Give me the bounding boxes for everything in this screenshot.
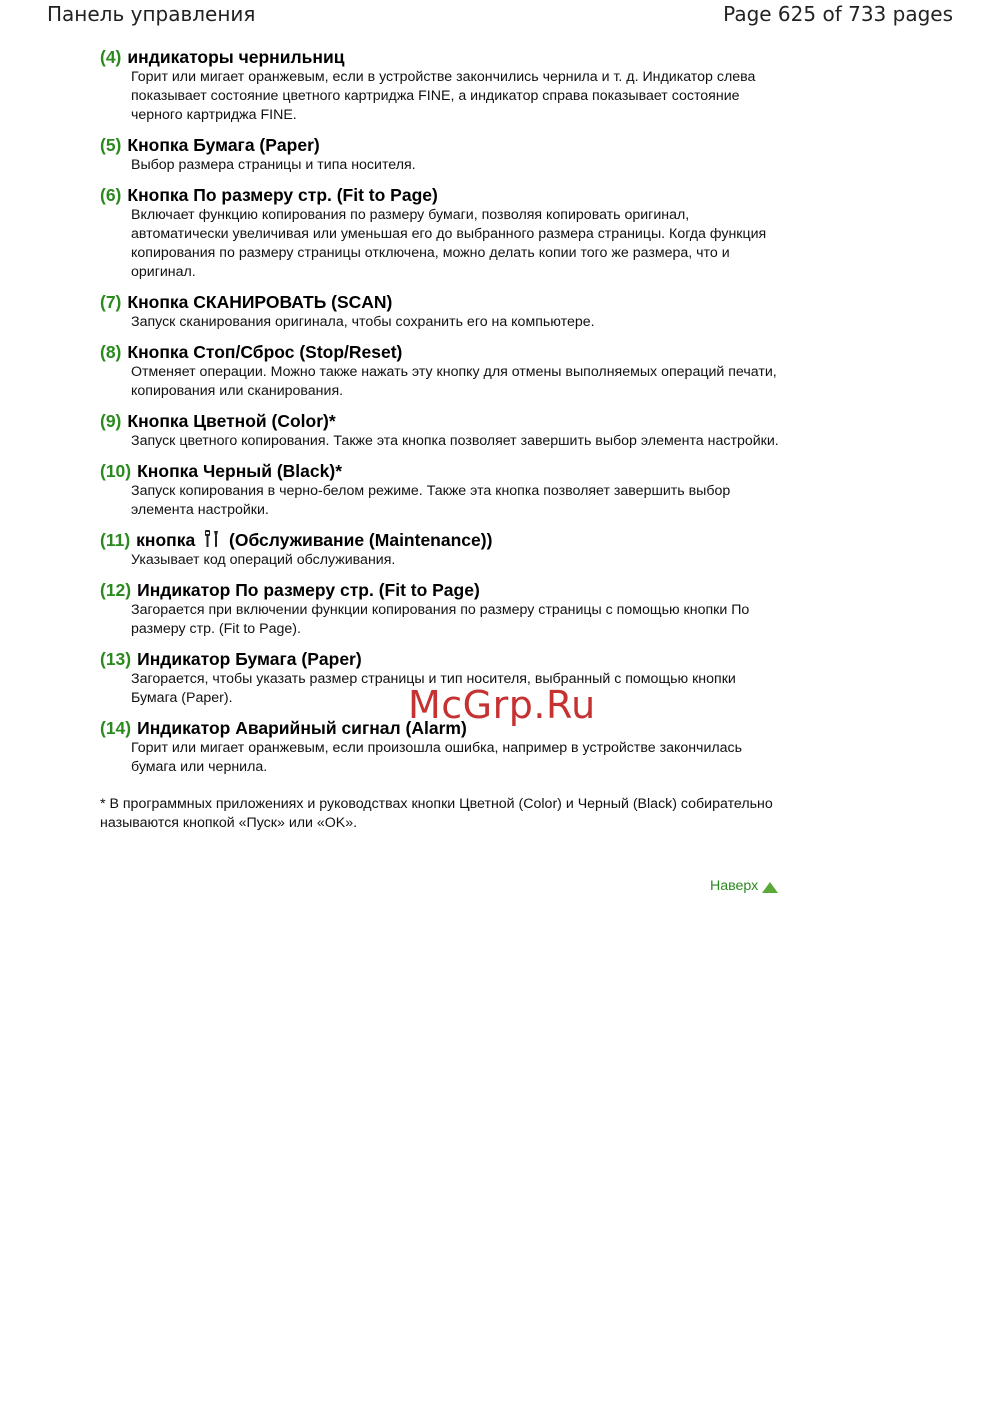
item-number: (4) (100, 47, 122, 67)
item-heading (100, 529, 780, 551)
item-number: (13) (100, 649, 132, 669)
item-number: (14) (100, 718, 132, 738)
item-number: (5) (100, 135, 122, 155)
item-heading (100, 46, 780, 68)
item-description: Указывает код операций обслуживания. (131, 552, 396, 568)
item-number: (10) (100, 461, 132, 481)
item-number: (11) (100, 530, 131, 550)
section-title: Панель управления (47, 2, 256, 26)
item-heading (100, 579, 780, 601)
item-title: Индикатор По размеру стр. (Fit to Page) (137, 580, 480, 600)
item-description: Выбор размера страницы и типа носителя. (131, 157, 416, 173)
page-counter: Page 625 of 733 pages (723, 2, 953, 26)
up-arrow-icon (762, 882, 778, 893)
item-description: Отменяет операции. Можно также нажать эту кнопку для отмены выполняемых операций печати, копирования или сканирования. (131, 364, 777, 399)
item-title: Индикатор Аварийный сигнал (Alarm) (137, 718, 467, 738)
item-heading (100, 134, 780, 156)
list-item (100, 184, 780, 282)
item-heading (100, 291, 780, 313)
list-item (100, 529, 780, 570)
item-description: Загорается, чтобы указать размер страницы и тип носителя, выбранный с помощью кнопки Бумага (Paper). (131, 671, 736, 706)
item-title: Кнопка Стоп/Сброс (Stop/Reset) (127, 342, 403, 362)
item-title: Кнопка Бумага (Paper) (127, 135, 320, 155)
page-header (47, 0, 953, 30)
item-title-prefix: кнопка (136, 530, 196, 550)
item-description: Включает функцию копирования по размеру бумаги, позволяя копировать оригинал, автоматически увеличивая или уменьшая его до выбранного размера страницы. Когда функция копирования по размеру страницы отключена, можно делать копии того же размера, что и оригинал. (131, 207, 767, 280)
item-description: Горит или мигает оранжевым, если произошла ошибка, например в устройстве закончилась бумага или чернила. (131, 740, 743, 775)
item-heading (100, 460, 780, 482)
item-number: (7) (100, 292, 122, 312)
item-number: (8) (100, 342, 122, 362)
item-heading (100, 184, 780, 206)
item-heading (100, 648, 780, 670)
list-item (100, 579, 780, 639)
list-item (100, 134, 780, 175)
footnote: * В программных приложениях и руководствах кнопки Цветной (Color) и Черный (Black) собирательно называются кнопкой «Пуск» или «OK». (100, 796, 773, 831)
item-heading (100, 410, 780, 432)
item-title: Индикатор Бумага (Paper) (137, 649, 362, 669)
item-title: Кнопка СКАНИРОВАТЬ (SCAN) (127, 292, 393, 312)
list-item (100, 410, 780, 451)
item-description: Запуск цветного копирования. Также эта кнопка позволяет завершить выбор элемента настройки. (131, 433, 779, 449)
item-title-suffix: (Обслуживание (Maintenance)) (229, 530, 493, 550)
item-description: Запуск сканирования оригинала, чтобы сохранить его на компьютере. (131, 314, 595, 330)
item-description: Загорается при включении функции копирования по размеру страницы с помощью кнопки По размеру стр. (Fit to Page). (131, 602, 750, 637)
list-item (100, 291, 780, 332)
item-description: Запуск копирования в черно-белом режиме. Также эта кнопка позволяет завершить выбор элемента настройки. (131, 483, 731, 518)
list-item (100, 46, 780, 125)
item-number: (12) (100, 580, 132, 600)
list-item (100, 460, 780, 520)
item-description: Горит или мигает оранжевым, если в устройстве закончились чернила и т. д. Индикатор слева показывает состояние цветного картриджа FINE, а индикатор справа показывает состояние черного картриджа FINE. (131, 69, 756, 123)
item-title: Кнопка Цветной (Color)* (127, 411, 336, 431)
item-number: (6) (100, 185, 122, 205)
back-to-top-link[interactable] (710, 878, 778, 894)
item-heading (100, 341, 780, 363)
item-title: индикаторы чернильниц (127, 47, 345, 67)
back-to-top-label: Наверх (710, 878, 759, 894)
maintenance-tools-icon (202, 529, 222, 549)
list-item (100, 341, 780, 401)
watermark: McGrp.Ru (408, 683, 596, 727)
item-number: (9) (100, 411, 122, 431)
item-title: Кнопка По размеру стр. (Fit to Page) (127, 185, 438, 205)
item-title: Кнопка Черный (Black)* (137, 461, 343, 481)
